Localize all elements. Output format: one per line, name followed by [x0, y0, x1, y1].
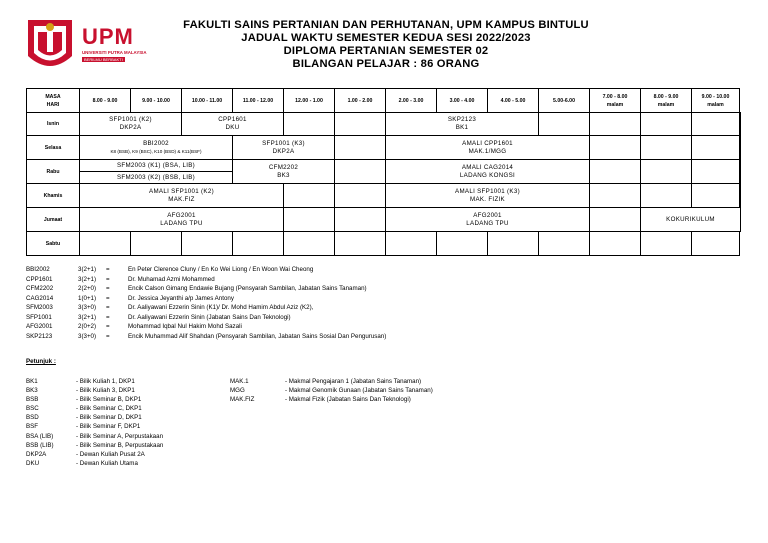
class-venue: DKP2A: [272, 147, 295, 155]
class-cell: [386, 160, 590, 184]
class-code: AMALI CAG2014: [461, 163, 514, 171]
empty-cell: [641, 184, 692, 208]
logo-motto: BERILMU BERBAKTI: [84, 57, 123, 62]
legend-value: - Bilik Seminar C, DKP1: [76, 405, 142, 413]
day-label: Sabtu: [27, 232, 80, 256]
empty-cell: [692, 184, 740, 208]
time-header: [488, 89, 539, 113]
legend-item: [26, 441, 163, 450]
class-cell: [386, 136, 590, 160]
course-lecturer: Mohammad Iqbal Nul Hakim Mohd Sazali: [128, 323, 242, 330]
empty-cell: [539, 232, 590, 256]
corner-masa: MASA: [45, 93, 61, 100]
course-row: [26, 303, 386, 313]
legend-item: [230, 386, 433, 395]
class-code: AMALI SFP1001 (K2): [149, 187, 214, 195]
class-venue: K8 (BSB), K9 (BSC), K10 (BSD) & K11(BSF): [110, 148, 202, 154]
class-venue: BK3: [277, 171, 290, 179]
empty-cell: [740, 136, 741, 160]
legend-value: - Bilik Seminar A, Perpustakaan: [76, 432, 164, 440]
class-cell: [80, 184, 284, 208]
class-code: AFG2001: [167, 211, 196, 219]
time-label: 10.00 - 11.00: [191, 97, 223, 104]
row-isnin: [27, 113, 741, 136]
course-lecturer: Dr. Jessica Jeyanthi a/p James Antony: [128, 294, 234, 302]
course-list: [26, 265, 386, 341]
course-code: CAG2014: [26, 294, 54, 302]
course-dash: =: [106, 323, 110, 330]
class-cell: [233, 136, 335, 160]
empty-cell: [692, 232, 740, 256]
corner-cell: [27, 89, 80, 113]
class-venue: LADANG TPU: [160, 219, 203, 227]
class-venue: MAK.1/MGG: [468, 147, 507, 155]
time-label: 5.00-6.00: [553, 97, 575, 104]
day-label: Selasa: [27, 136, 80, 160]
course-row: [26, 265, 386, 275]
time-label: 8.00 - 9.00: [653, 93, 679, 100]
course-code: CPP1601: [26, 275, 53, 283]
time-label: 3.00 - 4.00: [449, 97, 475, 104]
course-row: [26, 313, 386, 323]
legend-value: - Makmal Pengajaran 1 (Jabatan Sains Tanaman): [285, 378, 422, 385]
time-header: [590, 89, 641, 113]
empty-cell: [740, 113, 741, 136]
legend-key: MAK.FIZ: [230, 396, 255, 404]
title-line-1: FAKULTI SAINS PERTANIAN DAN PERHUTANAN, UPM KAMPUS BINTULU: [183, 19, 589, 31]
class-code: AFG2001: [473, 211, 502, 219]
class-code: CFM2202: [268, 163, 299, 171]
empty-cell: [590, 232, 641, 256]
logo-subtitle: UNIVERSITI PUTRA MALAYSIA: [82, 50, 147, 55]
time-header: [131, 89, 182, 113]
course-dash: =: [106, 332, 110, 340]
empty-cell: [335, 208, 386, 232]
course-row: [26, 275, 386, 285]
time-sublabel: malam: [707, 101, 724, 108]
time-header: [284, 89, 335, 113]
class-cell: [80, 160, 233, 172]
empty-cell: [335, 232, 386, 256]
empty-cell: [335, 136, 386, 160]
class-cell: [182, 113, 284, 136]
course-dash: =: [106, 313, 110, 321]
empty-cell: [539, 113, 590, 136]
time-header: [437, 89, 488, 113]
row-sabtu: [27, 232, 741, 256]
class-code: SFP1001 (K3): [262, 139, 305, 147]
legend-item: [26, 386, 163, 395]
course-dash: =: [106, 294, 110, 302]
legend-value: - Makmal Genomik Gunaan (Jabatan Sains Tanaman): [285, 387, 433, 395]
legend-key: BK1: [26, 378, 38, 385]
time-label: 12.00 - 1.00: [295, 97, 323, 104]
empty-cell: [590, 208, 641, 232]
legend-item: [26, 432, 163, 441]
class-venue: DKP2A: [119, 124, 142, 131]
legend-value: - Bilik Kuliah 3, DKP1: [76, 387, 135, 395]
logo-text: UPM: [82, 24, 134, 49]
empty-cell: [284, 208, 335, 232]
course-credit: 3(2+1): [78, 266, 97, 273]
row-jumaat: [27, 208, 741, 232]
empty-cell: [233, 232, 284, 256]
timetable: [26, 88, 741, 256]
page-title: [150, 19, 622, 71]
legend-item: [26, 422, 163, 431]
time-label: 9.00 - 10.00: [701, 93, 730, 100]
class-code: SFM2003 (K2) (BSB, LIB): [116, 173, 196, 181]
legend-heading: Petunjuk :: [26, 358, 56, 365]
time-header: [641, 89, 692, 113]
legend-item: [26, 404, 163, 413]
empty-cell: [335, 113, 386, 136]
course-dash: =: [106, 285, 110, 292]
title-line-3: DIPLOMA PERTANIAN SEMESTER 02: [283, 45, 489, 57]
time-label: 2.00 - 3.00: [398, 97, 424, 104]
class-cell: [80, 136, 233, 160]
time-header: [80, 89, 131, 113]
legend-value: - Bilik Kuliah 1, DKP1: [76, 378, 135, 385]
legend-item: [230, 395, 433, 404]
legend-key: BSC: [26, 405, 39, 413]
legend-key: BSB (LIB): [26, 441, 54, 449]
time-label: 1.00 - 2.00: [347, 97, 373, 104]
course-credit: 3(2+1): [78, 313, 97, 321]
course-code: AFG2001: [26, 323, 53, 330]
class-code: BBI2002: [143, 139, 169, 147]
legend-value: - Bilik Seminar F, DKP1: [76, 423, 141, 431]
course-lecturer: Dr. Muhamad Azmi Mohammed: [128, 275, 215, 283]
legend-value: - Dewan Kuliah Pusat 2A: [76, 450, 145, 458]
course-dash: =: [106, 304, 110, 311]
class-cell: [233, 160, 335, 184]
class-cell: [80, 172, 233, 184]
course-credit: 3(2+1): [78, 275, 97, 283]
empty-cell: [590, 113, 641, 136]
corner-hari: HARI: [46, 101, 60, 108]
empty-cell: [692, 113, 740, 136]
class-code: SFP1001 (K2): [109, 116, 152, 123]
empty-cell: [740, 160, 741, 184]
course-dash: =: [106, 266, 110, 273]
empty-cell: [641, 136, 692, 160]
legend-item: [230, 377, 433, 386]
course-lecturer: En Peter Clerence Cluny / En Ko Wei Liong / En Woon Wai Cheong: [128, 266, 314, 273]
time-label: 7.00 - 8.00: [602, 93, 628, 100]
empty-cell: [335, 160, 386, 184]
legend-key: MGG: [230, 387, 245, 395]
class-code: AMALI SFP1001 (K3): [455, 187, 520, 195]
time-label: 9.00 - 10.00: [142, 97, 170, 104]
class-venue: MAK. FIZIK: [470, 195, 505, 203]
legend-item: [26, 459, 163, 468]
course-credit: 3(3+0): [78, 304, 97, 311]
empty-cell: [590, 136, 641, 160]
day-label: Khamis: [27, 184, 80, 208]
legend-value: - Bilik Seminar B, Perpustakaan: [76, 441, 164, 449]
empty-cell: [131, 232, 182, 256]
upm-logo: [26, 16, 158, 78]
legend-left: [26, 377, 163, 468]
class-code: AMALI CPP1601: [462, 139, 513, 147]
day-label: Jumaat: [27, 208, 80, 232]
course-row: [26, 332, 386, 342]
time-header: [182, 89, 233, 113]
legend-value: - Makmal Fizik (Jabatan Sains Dan Teknologi): [285, 396, 411, 404]
course-row: [26, 322, 386, 332]
class-cell: [386, 184, 590, 208]
course-lecturer: Encik Calson Gimang Endawie Bujang (Pensyarah Sambilan, Jabatan Sains Tanaman): [128, 285, 367, 292]
legend-key: BSD: [26, 414, 39, 422]
course-lecturer: Encik Muhammad Alif Shahdan (Pensyarah Sambilan, Jabatan Sains Sosial Dan Pengurusan): [128, 332, 387, 340]
legend-item: [26, 395, 163, 404]
empty-cell: [692, 136, 740, 160]
row-khamis: [27, 184, 741, 208]
time-header: [692, 89, 740, 113]
empty-cell: [80, 232, 131, 256]
legend-value: - Bilik Seminar B, DKP1: [76, 396, 142, 404]
legend-item: [26, 377, 163, 386]
course-row: [26, 294, 386, 304]
class-venue: LADANG TPU: [466, 219, 509, 227]
empty-cell: [284, 113, 335, 136]
course-dash: =: [106, 275, 110, 283]
empty-cell: [182, 232, 233, 256]
course-credit: 1(0+1): [78, 294, 97, 302]
class-code: CPP1601: [218, 116, 247, 123]
class-code: KOKURIKULUM: [666, 215, 715, 223]
empty-cell: [386, 232, 437, 256]
course-credit: 2(2+0): [78, 285, 97, 292]
title-line-2: JADUAL WAKTU SEMESTER KEDUA SESI 2022/2023: [241, 32, 531, 44]
legend-right: [230, 377, 433, 404]
course-credit: 3(3+0): [78, 332, 97, 340]
legend-key: BSF: [26, 423, 39, 431]
empty-cell: [641, 113, 692, 136]
legend-key: DKU: [26, 459, 40, 467]
time-header: [233, 89, 284, 113]
class-cell: [80, 208, 284, 232]
day-label: Rabu: [27, 160, 80, 184]
empty-cell: [284, 184, 335, 208]
empty-cell: [488, 232, 539, 256]
legend-value: - Bilik Seminar D, DKP1: [76, 414, 142, 422]
time-header: [335, 89, 386, 113]
legend-key: BSA (LIB): [26, 432, 54, 440]
course-code: SKP2123: [26, 332, 53, 340]
time-header: [386, 89, 437, 113]
legend-value: - Dewan Kuliah Utama: [76, 459, 138, 467]
row-rabu: [27, 160, 741, 172]
class-cell: [386, 113, 539, 136]
empty-cell: [641, 232, 692, 256]
course-lecturer: Dr. Aaliyawani Ezzerin Sinin (Jabatan Sains Dan Teknologi): [128, 313, 291, 321]
legend-key: DKP2A: [26, 450, 47, 458]
time-header: [539, 89, 590, 113]
class-cell: [386, 208, 590, 232]
empty-cell: [641, 160, 692, 184]
header-row: [27, 89, 741, 113]
empty-cell: [590, 184, 641, 208]
time-sublabel: malam: [657, 101, 675, 108]
course-credit: 2(0+2): [78, 323, 97, 330]
course-row: [26, 284, 386, 294]
time-label: 4.00 - 5.00: [500, 97, 526, 104]
time-label: 8.00 - 9.00: [92, 97, 118, 104]
class-venue: MAK.FIZ: [168, 195, 195, 203]
class-code: SKP2123: [447, 116, 477, 123]
legend-item: [26, 450, 163, 459]
legend-key: BSB: [26, 396, 39, 404]
legend-item: [26, 413, 163, 422]
class-cell: [641, 208, 741, 232]
empty-cell: [335, 184, 386, 208]
empty-cell: [692, 160, 740, 184]
class-code: SFM2003 (K1) (BSA, LIB): [116, 161, 196, 169]
day-label: Isnin: [27, 113, 80, 136]
class-cell: [80, 113, 182, 136]
title-line-4: BILANGAN PELAJAR : 86 ORANG: [292, 58, 480, 70]
time-sublabel: malam: [606, 101, 624, 108]
course-code: CFM2202: [26, 285, 54, 292]
course-lecturer: Dr. Aaliyawani Ezzerin Sinin (K1)/ Dr. Mohd Hamim Abdul Aziz (K2),: [128, 304, 314, 311]
class-venue: BK1: [455, 124, 469, 131]
empty-cell: [284, 232, 335, 256]
course-code: SFP1001: [26, 313, 52, 321]
empty-cell: [740, 184, 741, 208]
course-code: BBI2002: [26, 266, 50, 273]
class-venue: LADANG KONGSI: [459, 171, 516, 179]
legend-key: BK3: [26, 387, 38, 395]
empty-cell: [437, 232, 488, 256]
course-code: SFM2003: [26, 304, 53, 311]
empty-cell: [590, 160, 641, 184]
row-selasa: [27, 136, 741, 160]
class-venue: DKU: [225, 124, 240, 131]
legend-key: MAK.1: [230, 378, 249, 385]
time-label: 11.00 - 12.00: [242, 97, 274, 104]
